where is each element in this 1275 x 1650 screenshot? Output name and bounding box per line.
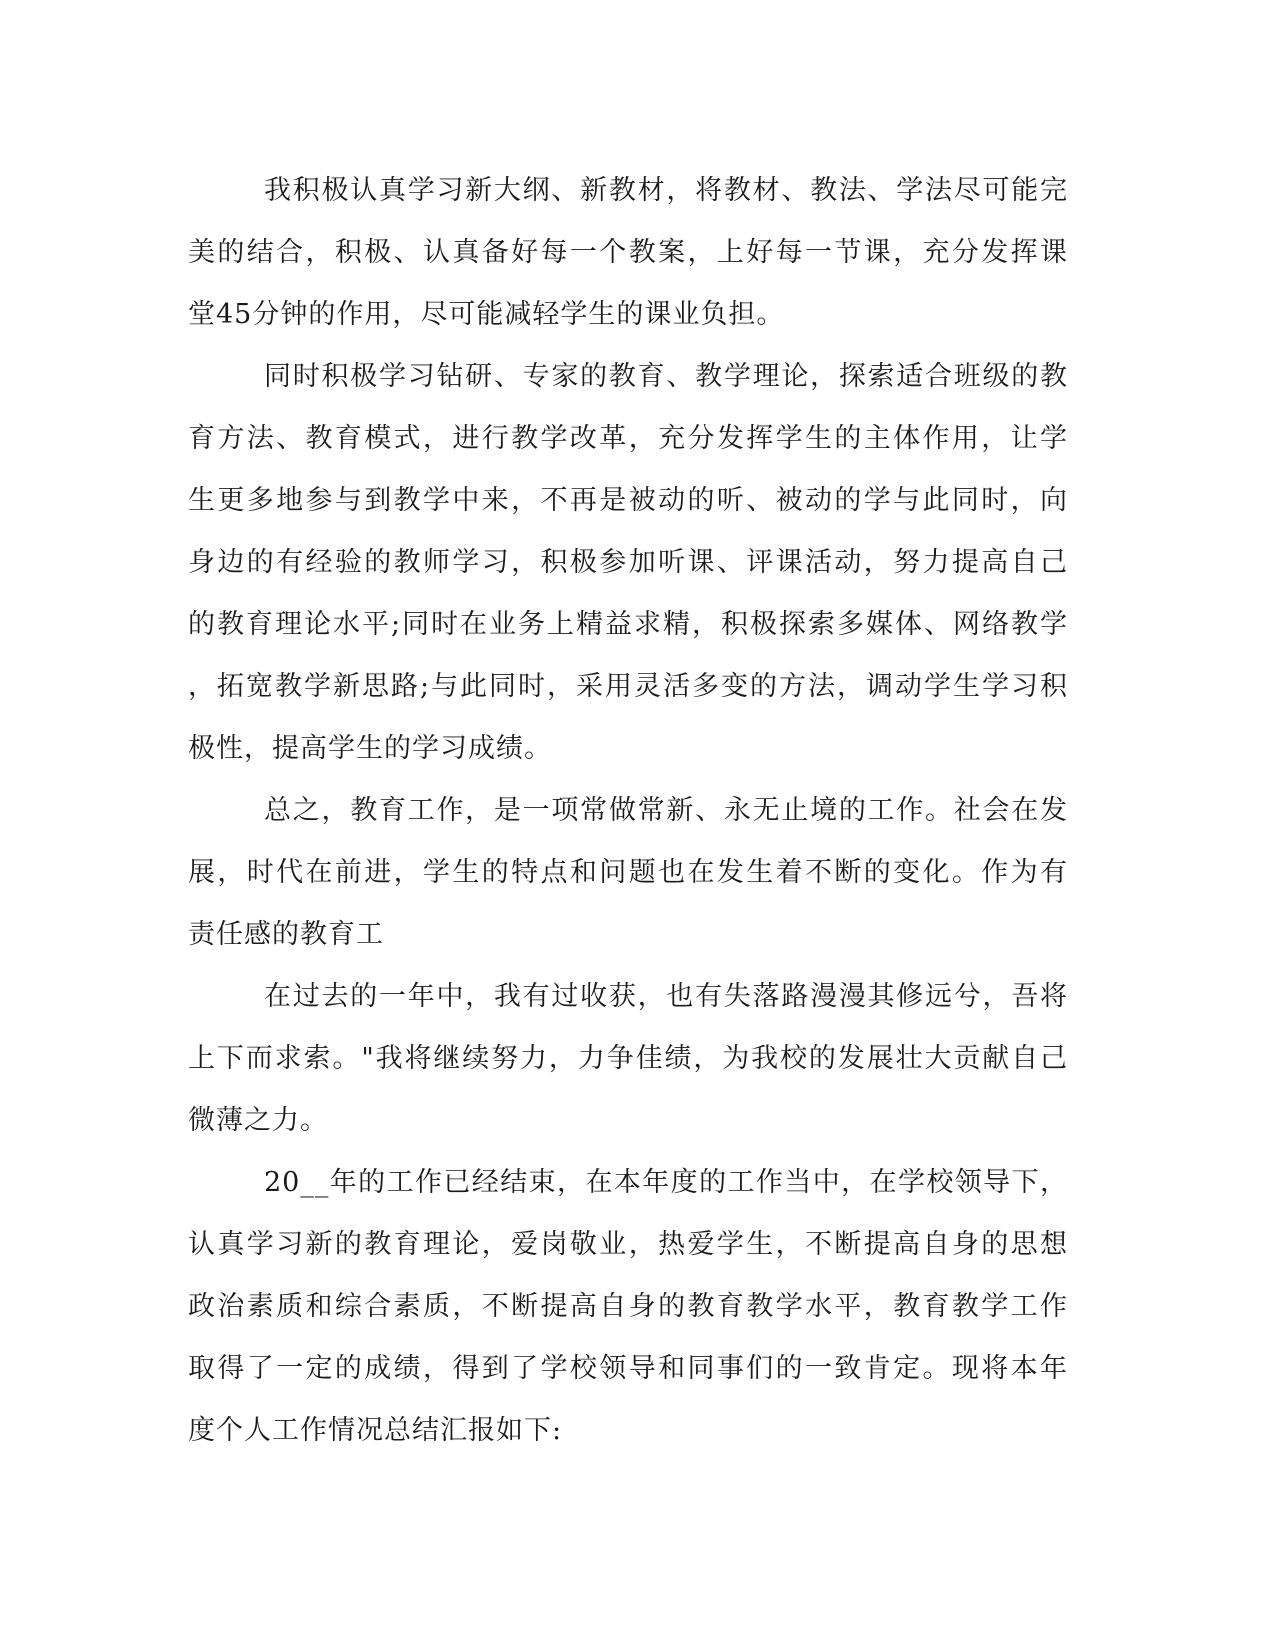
text-line: 生更多地参与到教学中来，不再是被动的听、被动的学与此同时，向	[188, 485, 1068, 516]
text-line: 责任感的教育工	[188, 919, 384, 950]
text-line: 身边的有经验的教师学习，积极参加听课、评课活动，努力提高自己	[188, 547, 1068, 578]
document-body	[188, 160, 1068, 1462]
paragraph-past-year	[188, 966, 1068, 1152]
text-line: ，拓宽教学新思路;与此同时，采用灵活多变的方法，调动学生学习积	[188, 671, 1068, 702]
paragraph-study-materials	[188, 160, 1068, 346]
text-line: 上下而求索。"我将继续努力，力争佳绩，为我校的发展壮大贡献自己	[188, 1043, 1068, 1074]
text-line: 育方法、教育模式，进行教学改革，充分发挥学生的主体作用，让学	[188, 423, 1068, 454]
text-line: 20__年的工作已经结束，在本年度的工作当中，在学校领导下，	[264, 1167, 1068, 1198]
text-line: 极性，提高学生的学习成绩。	[188, 733, 552, 764]
text-line: 取得了一定的成绩，得到了学校领导和同事们的一致肯定。现将本年	[188, 1353, 1068, 1384]
paragraph-summary	[188, 780, 1068, 966]
text-line: 美的结合，积极、认真备好每一个教案，上好每一节课，充分发挥课	[188, 237, 1068, 268]
text-line: 微薄之力。	[188, 1105, 328, 1136]
text-line: 的教育理论水平;同时在业务上精益求精，积极探索多媒体、网络教学	[188, 609, 1068, 640]
text-line: 认真学习新的教育理论，爱岗敬业，热爱学生，不断提高自身的思想	[188, 1229, 1068, 1260]
text-line: 度个人工作情况总结汇报如下:	[188, 1415, 563, 1446]
text-line: 我积极认真学习新大纲、新教材，将教材、教法、学法尽可能完	[264, 175, 1068, 206]
text-line: 在过去的一年中，我有过收获，也有失落路漫漫其修远兮，吾将	[264, 981, 1068, 1012]
text-line: 政治素质和综合素质，不断提高自身的教育教学水平，教育教学工作	[188, 1291, 1068, 1322]
text-line: 堂45分钟的作用，尽可能减轻学生的课业负担。	[188, 299, 785, 330]
paragraph-annual-report	[188, 1152, 1068, 1462]
paragraph-teaching-theory	[188, 346, 1068, 780]
text-line: 同时积极学习钻研、专家的教育、教学理论，探索适合班级的教	[264, 361, 1068, 392]
text-line: 展，时代在前进，学生的特点和问题也在发生着不断的变化。作为有	[188, 857, 1068, 888]
text-line: 总之，教育工作，是一项常做常新、永无止境的工作。社会在发	[264, 795, 1068, 826]
